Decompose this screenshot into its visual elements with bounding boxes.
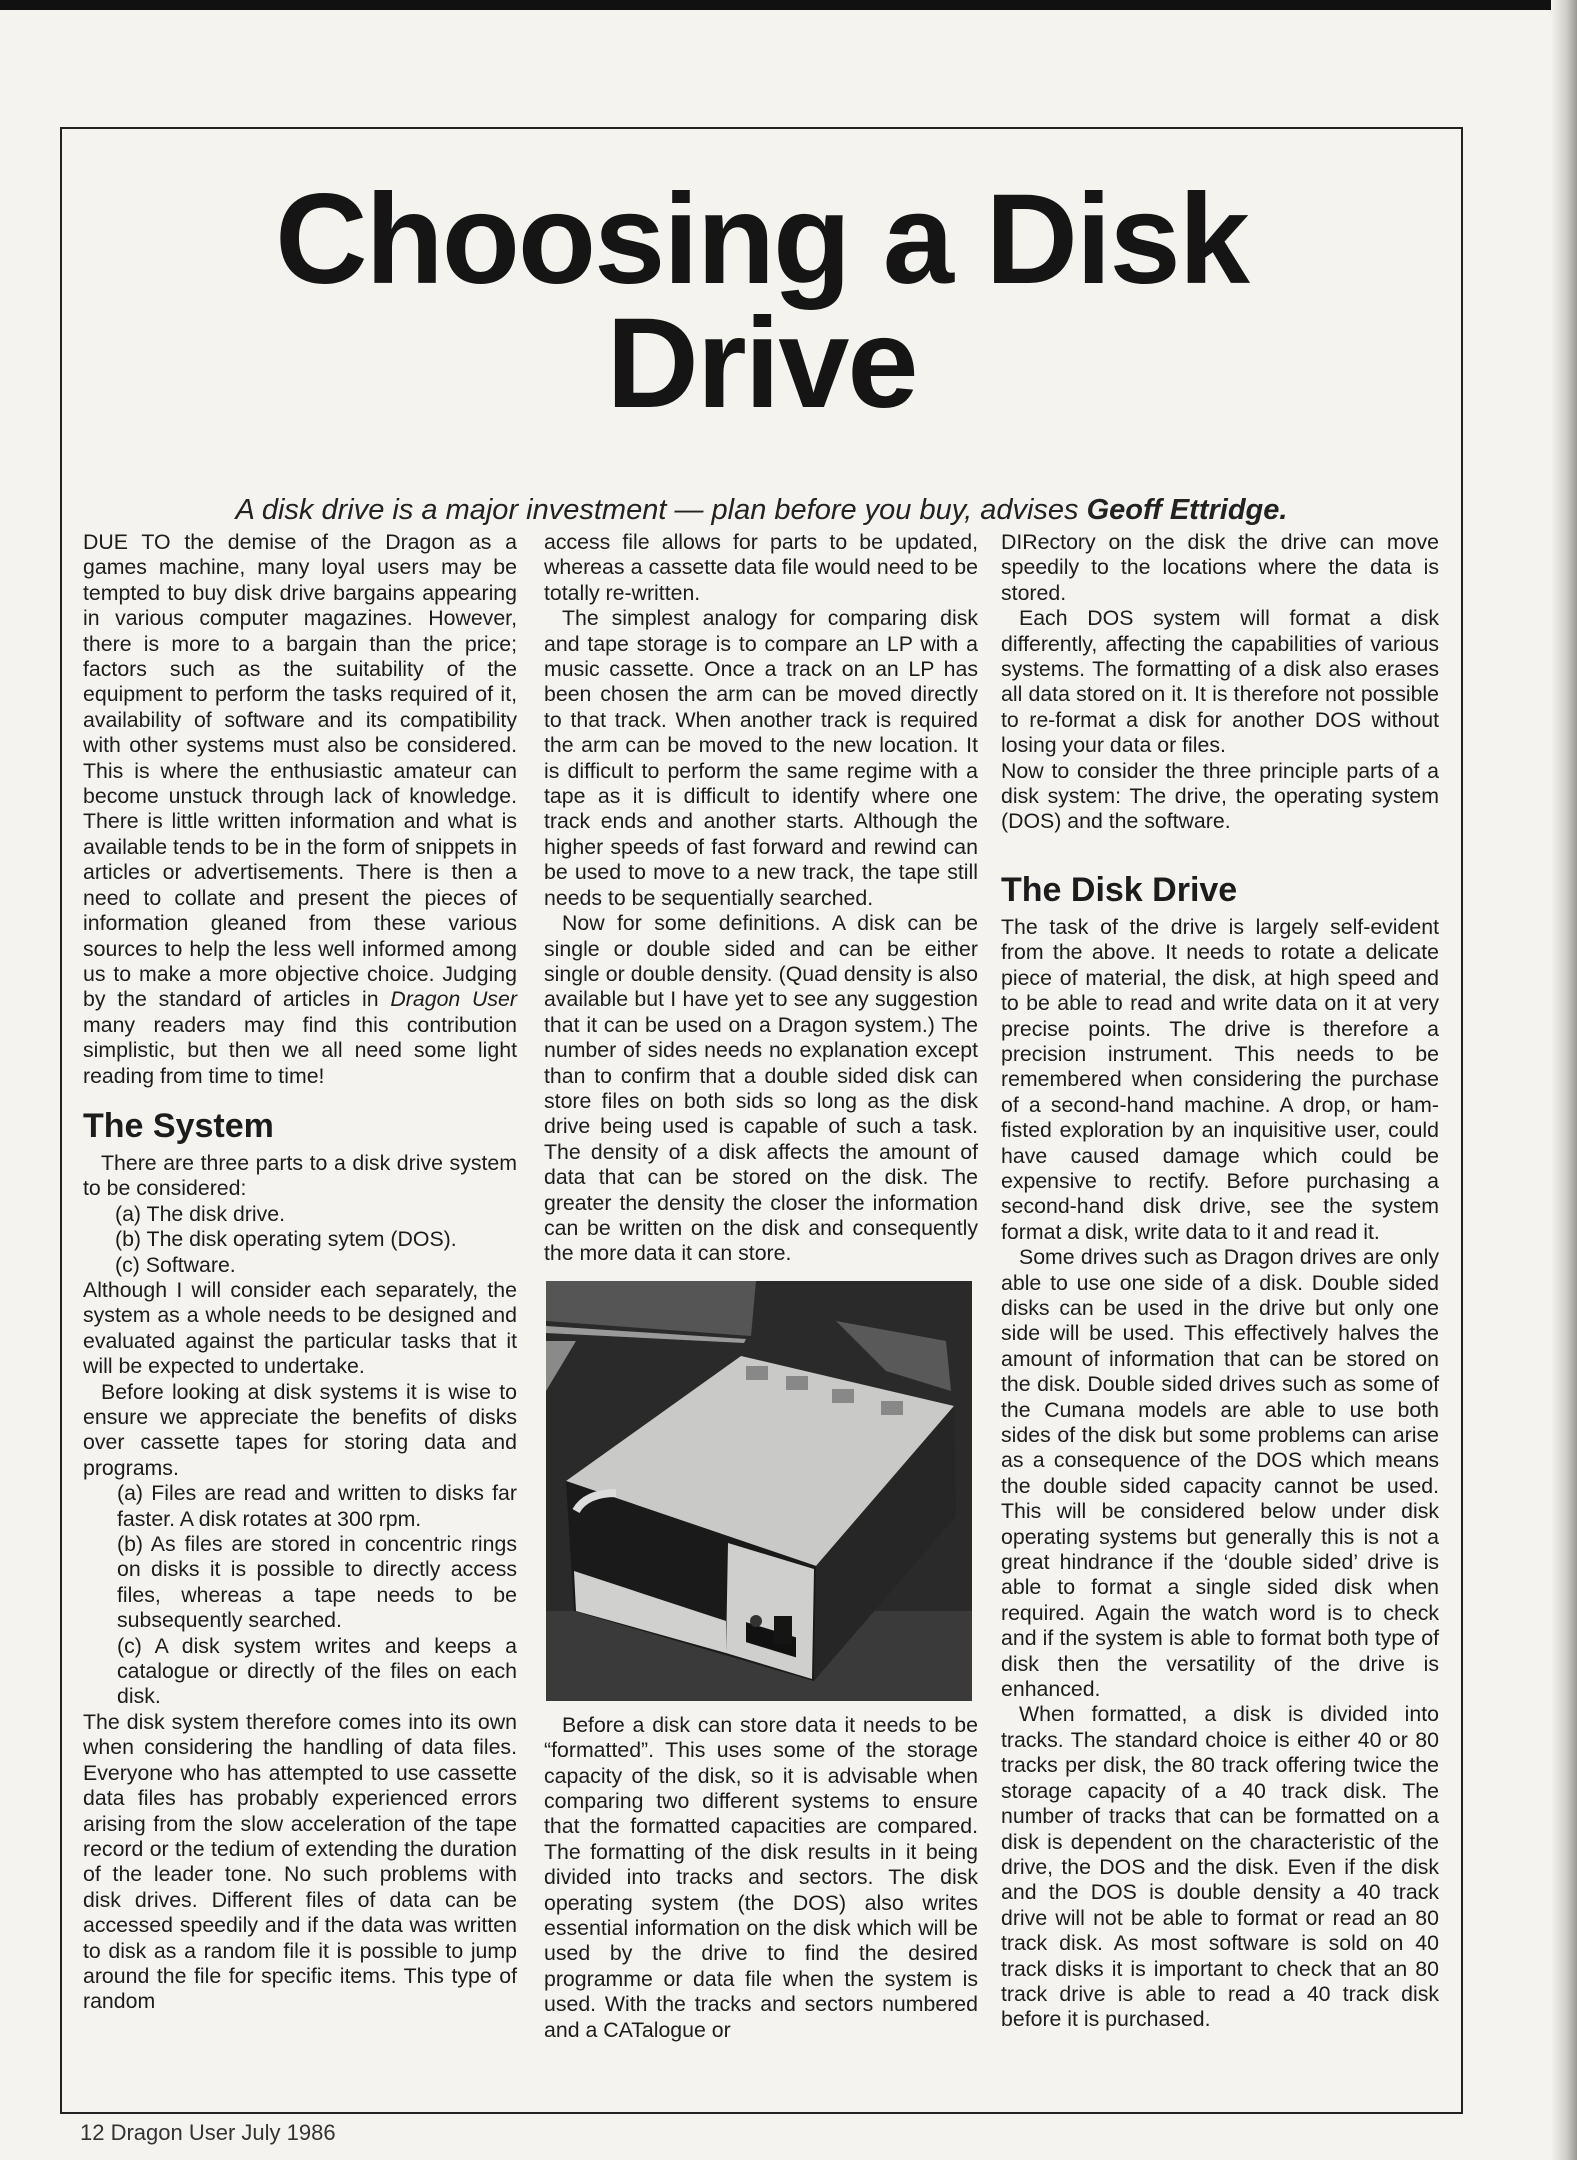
page-footer: 12 Dragon User July 1986 xyxy=(80,2120,336,2145)
list-item: (a) Files are read and written to disks far faster. A disk rotates at 300 rpm. xyxy=(117,1481,517,1531)
paragraph: The simplest analogy for comparing disk and tape storage is to compare an LP with a music cassette. Once a track on an LP has been chosen the arm can be moved directly to that track. When another track is required the arm can be moved to the new location. It is difficult to perform the same regime with a tape as it is difficult to identify where one track ends and another starts. Although the higher speeds of fast forward and rewind can be used to move to a new track, the tape still needs to be sequentially searched. xyxy=(544,606,978,910)
paragraph: There are three parts to a disk drive system to be considered: xyxy=(83,1150,517,1201)
paragraph: Before a disk can store data it needs to be “formatted”. This uses some of the storage capacity of the disk, so it is advisable when comparing two different systems to ensure that the formatted capacities are compared. The formatting of the disk results in it being divided into tracks and sectors. The disk operating system (the DOS) also writes essential information on the disk which will be used by the drive to find the desired programme or data file when the system is used. With the tracks and sectors numbered and a CATalogue or xyxy=(544,1712,978,2042)
column-2 xyxy=(544,530,978,2043)
title-line-1: Choosing a Disk xyxy=(275,168,1248,311)
column-3 xyxy=(1001,530,1439,2033)
paragraph: Although I will consider each separately, the system as a whole needs to be designed and evaluated against the particular tasks that it will be expected to undertake. xyxy=(83,1277,517,1379)
list-item: (c) A disk system writes and keeps a catalogue or directly of the files on each disk. xyxy=(117,1633,517,1709)
standfirst-text: A disk drive is a major investment — plan before you buy, advises xyxy=(235,494,1079,526)
paragraph: Now for some definitions. A disk can be single or double sided and can be either single or double density. (Quad density is also available but I have yet to see any suggestion that it can be used on a Dragon system.) The number of sides needs no explanation except than to confirm that a double sided disk can store files on both sids so long as the disk drive being used is capable of such a task. The density of a disk affects the amount of data that can be stored on the disk. The greater the density the closer the information can be written on the disk and consequently the more data it can store. xyxy=(544,911,978,1266)
paragraph: The disk system therefore comes into its own when considering the handling of data files. Everyone who has attempted to use cassette data files has probably experienced errors arising from the slow acceleration of the tape record or the tedium of extending the duration of the leader tone. No such problems with disk drives. Different files of data can be accessed speedily and if the data was written to disk as a random file it is possible to jump around the file for specific items. This type of random xyxy=(83,1709,517,2014)
article-title xyxy=(60,168,1463,435)
section-heading-disk-drive: The Disk Drive xyxy=(1001,870,1238,909)
text: many readers may find this contribution simplistic, but then we all need some light reading from time to time! xyxy=(83,1012,517,1088)
intro-paragraph xyxy=(83,530,517,1089)
column-1 xyxy=(83,530,517,2015)
paragraph: access file allows for parts to be updated, whereas a cassette data file would need to be totally re-written. xyxy=(544,530,978,605)
scan-page-gutter xyxy=(1551,0,1577,2160)
scan-top-edge xyxy=(0,0,1577,10)
paragraph: When formatted, a disk is divided into tracks. The standard choice is either 40 or 80 tracks per disk, the 80 track offering twice the storage capacity of a 40 track disk. The number of tracks that can be formatted on a disk is dependent on the characteristic of the drive, the DOS and the disk. Even if the disk and the DOS is double density a 40 track drive will not be able to format or read an 80 track disk. As most software is sold on 40 track disks it is important to check that an 80 track drive is able to read a 40 track disk before it is purchased. xyxy=(1001,1702,1439,2032)
list-item: (b) As files are stored in concentric rings on disks it is possible to directly access files, whereas a tape needs to be subsequently searched. xyxy=(117,1532,517,1633)
list-item: (a) The disk drive. xyxy=(115,1201,286,1226)
author-name: Geoff Ettridge. xyxy=(1086,494,1288,526)
paragraph: Some drives such as Dragon drives are only able to use one side of a disk. Double sided disks can be used in the drive but only one side will be used. This effectively halves the amount of information that can be stored on the disk. Double sided drives such as some of the Cumana models are able to use both sides of the disk but some problems can arise as a consequence of the DOS which means the double sided capacity cannot be used. This will be considered below under disk operating systems but generally this is not a great hindrance if the ‘double sided’ drive is able to format a single sided disk when required. Again the watch word is to check and if the system is able to format both type of disk then the versatility of the drive is enhanced. xyxy=(1001,1245,1439,1702)
paragraph: Each DOS system will format a disk differently, affecting the capabilities of various systems. The formatting of a disk also erases all data stored on it. It is therefore not possible to re-format a disk for another DOS without losing your data or files. xyxy=(1001,606,1439,758)
disk-drive-photo xyxy=(546,1281,972,1701)
title-line-2: Drive xyxy=(606,292,917,435)
list-item: (b) The disk operating sytem (DOS). xyxy=(115,1227,457,1252)
paragraph: The task of the drive is largely self-evident from the above. It needs to rotate a delicate piece of material, the disk, at high speed and to be able to read and write data on it at very precise points. The drive is therefore a precision instrument. This needs to be remembered when considering the purchase of a second-hand machine. A drop, or ham-fisted exploration by an inquisitive user, could have caused damage which could be expensive to rectify. Before purchasing a second-hand disk drive, see the system format a disk, write data to it and read it. xyxy=(1001,914,1439,1244)
text: DUE TO the demise of the Dragon as a games machine, many loyal users may be tempted to buy disk drive bargains appearing in various computer magazines. However, there is more to a bargain than the price; factors such as the suitability of the equipment to perform the tasks required of it, availability of software and its compatibility with other systems must also be considered. This is where the enthusiastic amateur can become unstuck through lack of knowledge. There is little written information and what is available tends to be in the form of snippets in articles or advertisements. There is then a need to collate and present the pieces of information gleaned from these various sources to help the less well informed among us to make a more objective choice. Judging by the standard of articles in xyxy=(83,530,517,1012)
paragraph: Now to consider the three principle parts of a disk system: The drive, the operating system (DOS) and the software. xyxy=(1001,758,1439,834)
section-heading-system: The System xyxy=(83,1106,274,1145)
article-standfirst xyxy=(60,494,1463,527)
list-item: (c) Software. xyxy=(115,1252,236,1277)
magazine-name: Dragon User xyxy=(390,987,517,1012)
paragraph: DIRectory on the disk the drive can move speedily to the locations where the data is stored. xyxy=(1001,530,1439,605)
paragraph: Before looking at disk systems it is wise to ensure we appreciate the benefits of disks over cassette tapes for storing data and programs. xyxy=(83,1379,517,1480)
